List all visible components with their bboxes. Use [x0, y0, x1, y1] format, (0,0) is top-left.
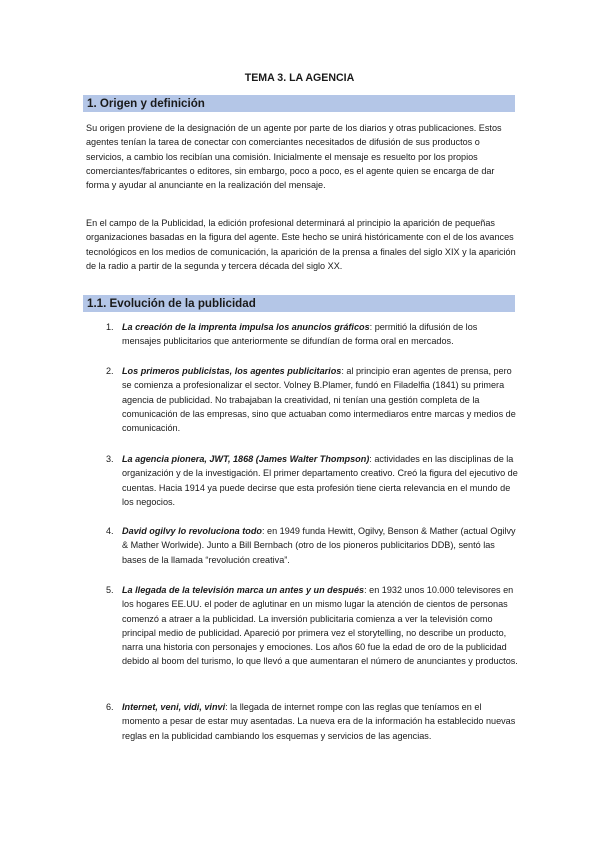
paragraph-origen: Su origen proviene de la designación de un agente por parte de los diarios y otras publicaciones. Estos agentes tenían la tarea de conectar con comerciantes necesitados de difusión de sus productos o servicios, a cambio los recibían una comisión. Inicialmente el mensaje es resuelto por los propios comerciantes/fabricantes o editores, sin embargo, poco a poco, es el agente quien se encarga de dar forma y ayudar al anunciante en la realización del mensaje.: [86, 123, 502, 191]
list-item: [106, 583, 518, 669]
list-number: 3.: [106, 454, 114, 464]
list-item-text: : la llegada de internet rompe con las reglas que teníamos en el momento a pesar de estar muy asentadas. La nueva era de la información ha establecido nuevas reglas en la publicidad cambiando los esquemas y servicios de las agencias.: [122, 702, 516, 741]
list-number: 2.: [106, 366, 114, 376]
list-item-lead: La llegada de la televisión marca un antes y un después: [122, 585, 365, 595]
paragraph-campo-publicidad: En el campo de la Publicidad, la edición profesional determinará al principio la aparición de pequeñas organizaciones basadas en la figura del agente. Este hecho se unirá históricamente con el de los avances tecnológicos en los medios de comunicación, la aparición de la prensa a finales del siglo XIX y la aparición de la radio a partir de la segunda y tercera década del siglo XX.: [86, 218, 516, 271]
list-item-text: : permitió la difusión de los mensajes publicitarios que anteriormente se difundían de forma oral en mercados.: [122, 322, 478, 347]
list-item-lead: La creación de la imprenta impulsa los anuncios gráficos: [122, 322, 370, 332]
list-item-lead: La agencia pionera, JWT, 1868 (James Walter Thompson): [122, 454, 370, 464]
list-item: [106, 364, 518, 435]
list-number: 5.: [106, 585, 114, 595]
list-number: 1.: [106, 322, 114, 332]
list-item-lead: Internet, veni, vidi, vinvi: [122, 702, 226, 712]
section-heading-evolucion: 1.1. Evolución de la publicidad: [83, 295, 515, 312]
list-item-lead: Los primeros publicistas, los agentes publicitarios: [122, 366, 342, 376]
list-item-lead: David ogilvy lo revoluciona todo: [122, 526, 262, 536]
list-number: 6.: [106, 702, 114, 712]
list-item: [106, 452, 518, 509]
list-item: [106, 320, 518, 349]
list-item-text: : actividades en las disciplinas de la organización y de la investigación. El primer departamento creativo. Creó la figura del ejecutivo de cuentas. Hacia 1914 ya puede decirse que esta profesión tiene cierta relevancia en el mundo de los negocios.: [122, 454, 518, 507]
list-number: 4.: [106, 526, 114, 536]
section-heading-origen: 1. Origen y definición: [83, 95, 515, 112]
list-item: [106, 524, 518, 567]
list-item-text: : en 1932 unos 10.000 televisores en los hogares EE.UU. el poder de aglutinar en un mismo lugar la atención de cientos de personas comenzó a atraer a la publicidad. La inversión publicitaria comienza a ver la televisión como principal medio de publicidad. Apareció por primera vez el storytelling, no describe un producto, narra una historia con personajes y emociones. Los años 60 fue la edad de oro de la publicidad debido al boom del turismo, lo que llevó a que aumentaran el número de anunciantes y productos.: [122, 585, 518, 667]
document-title: TEMA 3. LA AGENCIA: [244, 72, 355, 84]
list-item-text: : al principio eran agentes de prensa, pero se comienza a profesionalizar el sector. Volney B.Plamer, fundó en Filadelfia (1841) su primera agencia de publicidad. No trabajaban la creatividad, ni tenían una gestión completa de la comunicación de las empresas, sino que actuaban como intermediaros entre marcas y medios de comunicación.: [122, 366, 516, 434]
list-item: [106, 700, 518, 743]
list-item-text: : en 1949 funda Hewitt, Ogilvy, Benson & Mather (actual Ogilvy & Mather Worlwide). Junto a Bill Bernbach (otro de los pioneros publicitarios DDB), sentó las bases de la llamada “revolución creativa”.: [122, 526, 516, 565]
